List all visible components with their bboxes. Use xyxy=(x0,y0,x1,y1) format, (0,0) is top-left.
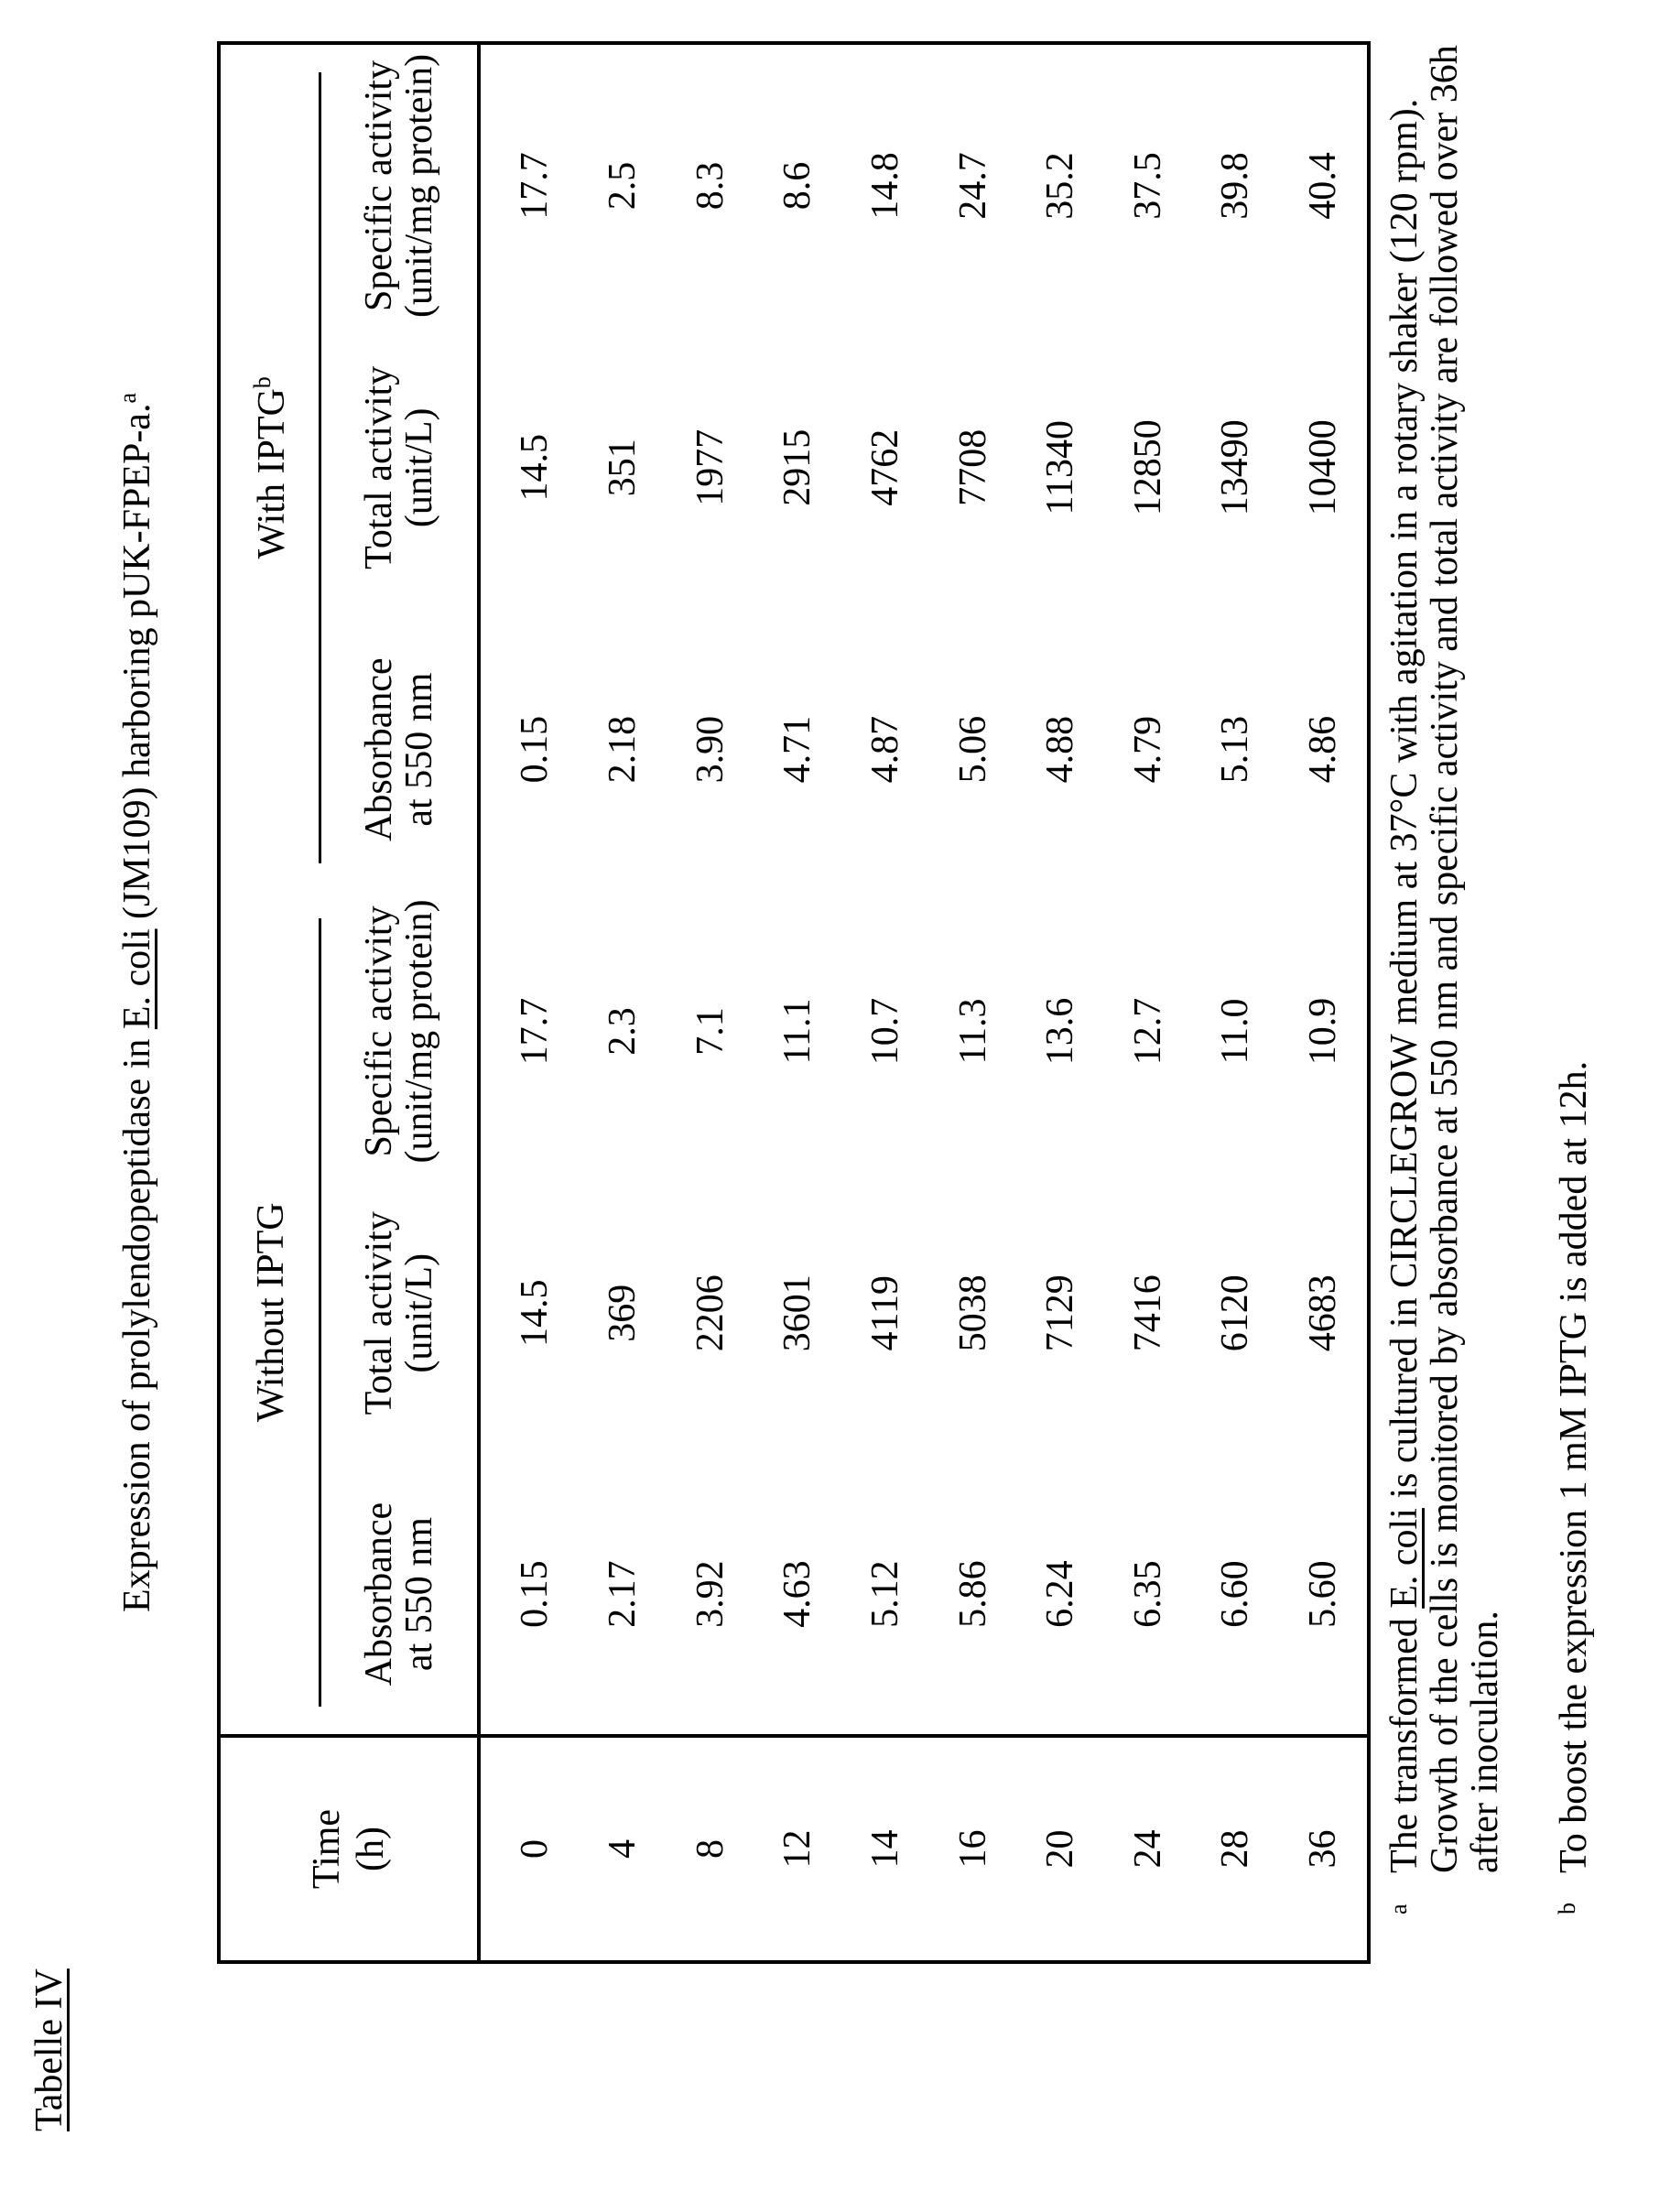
without-specific-activity-cell: 11.3 xyxy=(951,998,994,1065)
time-cell: 4 xyxy=(579,1736,667,1960)
with-absorbance-cell: 2.18 xyxy=(602,715,645,784)
table-row xyxy=(929,45,1017,1960)
group-label: Without IPTG xyxy=(250,1202,292,1423)
table-row xyxy=(667,45,754,1960)
time-cell: 28 xyxy=(1192,1736,1280,1960)
time-cell: 8 xyxy=(667,1736,754,1960)
with-absorbance-cell: 5.06 xyxy=(951,715,994,784)
with-specific-activity-cell: 14.8 xyxy=(863,152,906,220)
caption-organism: E. coli xyxy=(116,928,158,1030)
caption-prefix: Expression of prolylendopeptidase in xyxy=(116,1029,158,1613)
without-specific-activity-cell: 11.1 xyxy=(776,998,819,1065)
without-specific-activity-cell: 2.3 xyxy=(602,1007,645,1056)
footnote-mark: b xyxy=(1554,1903,1580,1914)
without-absorbance-cell: 3.92 xyxy=(689,1560,732,1628)
with-total-activity-cell: 11340 xyxy=(1039,420,1082,515)
group-header-row xyxy=(221,45,321,1960)
footnote-organism: E. coli xyxy=(1383,1508,1426,1609)
col-header-absorbance: Absorbance at 550 nm xyxy=(357,657,440,841)
without-specific-activity-cell: 17.7 xyxy=(479,891,579,1173)
caption-footnote-ref: a xyxy=(114,393,141,404)
with-total-activity-cell: 7708 xyxy=(951,428,994,506)
col-header-specific-activity: Specific activity (unit/mg protein) xyxy=(357,899,440,1164)
with-absorbance-cell: 4.87 xyxy=(863,715,906,784)
with-total-activity-cell: 4762 xyxy=(863,428,906,506)
table-caption xyxy=(114,41,159,1964)
table-row xyxy=(579,45,667,1960)
time-cell: 20 xyxy=(1016,1736,1104,1960)
without-total-activity-cell: 4683 xyxy=(1302,1274,1345,1352)
with-specific-activity-cell: 35.2 xyxy=(1039,152,1082,220)
col-header-specific-activity: Specific activity (unit/mg protein) xyxy=(357,53,440,318)
without-absorbance-cell: 5.86 xyxy=(951,1560,994,1628)
table-body xyxy=(479,45,1367,1960)
time-header-line1: Time xyxy=(306,1808,348,1890)
data-table-frame xyxy=(217,41,1371,1964)
sub-header-row xyxy=(321,45,479,1960)
without-total-activity-cell: 5038 xyxy=(951,1274,994,1352)
footnote-text: is cultured in CIRCLEGROW medium at 37°C with agitation in a rotary shaker (120 rpm). Growth of the cells is monitored by absorbance at 550 nm and specific activity and total activity are followed over 36h after inoculation. xyxy=(1383,45,1507,1873)
without-absorbance-cell: 5.60 xyxy=(1302,1560,1345,1628)
with-absorbance-cell: 3.90 xyxy=(689,715,732,784)
table-row xyxy=(754,45,842,1960)
table-row xyxy=(1016,45,1104,1960)
without-specific-activity-cell: 7.1 xyxy=(689,1007,732,1056)
without-total-activity-cell: 6120 xyxy=(1214,1274,1257,1352)
with-specific-activity-cell: 17.7 xyxy=(479,45,579,327)
without-total-activity-cell: 4119 xyxy=(863,1275,906,1351)
without-absorbance-cell: 0.15 xyxy=(479,1454,579,1736)
group-header-with-iptg xyxy=(221,45,321,891)
with-specific-activity-cell: 2.5 xyxy=(602,161,645,211)
without-absorbance-cell: 6.35 xyxy=(1126,1560,1169,1628)
footnote-a xyxy=(1383,42,1507,1914)
time-header xyxy=(221,1736,479,1960)
without-total-activity-cell: 7129 xyxy=(1039,1274,1082,1352)
group-header-without-iptg xyxy=(221,891,321,1736)
without-total-activity-cell: 14.5 xyxy=(479,1172,579,1454)
expression-table xyxy=(221,45,1367,1960)
with-total-activity-cell: 351 xyxy=(602,439,645,497)
without-absorbance-cell: 2.17 xyxy=(602,1560,645,1628)
col-header-absorbance: Absorbance at 550 nm xyxy=(357,1502,440,1686)
with-specific-activity-cell: 39.8 xyxy=(1214,152,1257,220)
table-row xyxy=(841,45,929,1960)
group-footnote-ref: b xyxy=(248,376,276,389)
with-absorbance-cell: 4.88 xyxy=(1039,715,1082,784)
with-absorbance-cell: 5.13 xyxy=(1214,715,1257,784)
with-total-activity-cell: 12850 xyxy=(1126,419,1169,516)
group-label: With IPTG xyxy=(250,388,293,559)
group-rule xyxy=(319,72,321,863)
without-specific-activity-cell: 10.7 xyxy=(863,997,906,1066)
without-absorbance-cell: 6.60 xyxy=(1214,1560,1257,1628)
time-cell: 0 xyxy=(479,1736,579,1960)
footnote-mark: a xyxy=(1385,1903,1412,1914)
time-cell: 36 xyxy=(1279,1736,1367,1960)
col-header-total-activity: Total activity (unit/L) xyxy=(357,365,440,569)
table-row xyxy=(1104,45,1192,1960)
table-row xyxy=(1192,45,1280,1960)
footnote-text: The transformed xyxy=(1383,1608,1426,1873)
with-absorbance-cell: 4.71 xyxy=(776,715,819,784)
with-absorbance-cell: 4.86 xyxy=(1302,715,1345,784)
without-specific-activity-cell: 10.9 xyxy=(1302,997,1345,1066)
caption-suffix: (JM109) harboring pUK-FPEP-a. xyxy=(116,403,158,929)
time-cell: 24 xyxy=(1104,1736,1192,1960)
with-specific-activity-cell: 37.5 xyxy=(1126,152,1169,220)
without-specific-activity-cell: 11.0 xyxy=(1214,998,1257,1065)
time-cell: 16 xyxy=(929,1736,1017,1960)
with-specific-activity-cell: 8.3 xyxy=(689,161,732,211)
with-total-activity-cell: 13490 xyxy=(1214,419,1257,516)
group-rule xyxy=(319,918,321,1707)
without-specific-activity-cell: 13.6 xyxy=(1039,997,1082,1066)
table-label: Tabelle IV xyxy=(28,1968,70,2131)
without-total-activity-cell: 3601 xyxy=(776,1274,819,1352)
without-absorbance-cell: 6.24 xyxy=(1039,1560,1082,1628)
with-total-activity-cell: 14.5 xyxy=(479,327,579,609)
with-specific-activity-cell: 40.4 xyxy=(1302,152,1345,220)
without-absorbance-cell: 4.63 xyxy=(776,1560,819,1628)
without-absorbance-cell: 5.12 xyxy=(863,1560,906,1628)
without-total-activity-cell: 369 xyxy=(602,1284,645,1342)
footnote-b xyxy=(1552,42,1596,1914)
without-specific-activity-cell: 12.7 xyxy=(1126,997,1169,1066)
without-total-activity-cell: 7416 xyxy=(1126,1274,1169,1352)
without-total-activity-cell: 2206 xyxy=(689,1274,732,1352)
with-absorbance-cell: 0.15 xyxy=(479,609,579,891)
time-header-line2: (h) xyxy=(350,1827,392,1871)
time-cell: 12 xyxy=(754,1736,842,1960)
table-row xyxy=(1279,45,1367,1960)
with-total-activity-cell: 2915 xyxy=(776,428,819,506)
with-specific-activity-cell: 24.7 xyxy=(951,152,994,220)
with-total-activity-cell: 10400 xyxy=(1302,419,1345,516)
with-total-activity-cell: 1977 xyxy=(689,428,732,506)
with-specific-activity-cell: 8.6 xyxy=(776,161,819,211)
col-header-total-activity: Total activity (unit/L) xyxy=(357,1211,440,1415)
with-absorbance-cell: 4.79 xyxy=(1126,715,1169,784)
footnote-text: To boost the expression 1 mM IPTG is added at 12h. xyxy=(1553,1060,1595,1873)
table-row xyxy=(479,45,579,1960)
time-cell: 14 xyxy=(841,1736,929,1960)
